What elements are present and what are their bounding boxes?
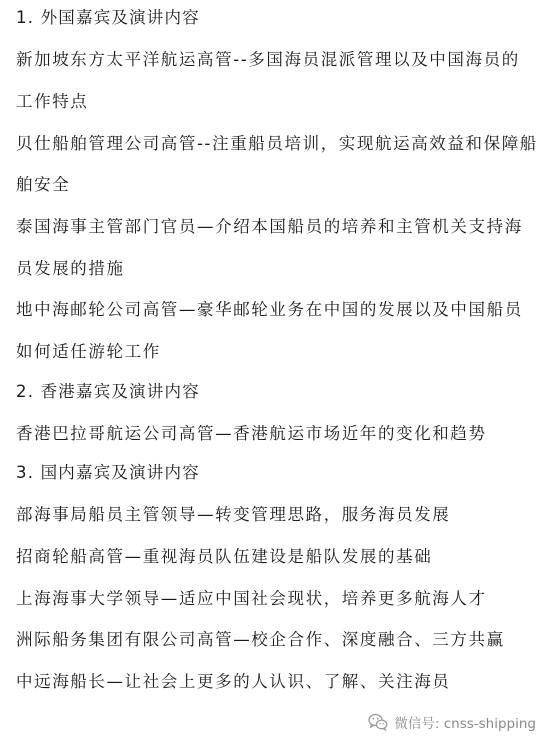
foreign-item-3-line-2: 员发展的措施 (16, 259, 125, 278)
foreign-item-1-line-2: 工作特点 (16, 92, 89, 111)
hongkong-item-1: 香港巴拉哥航运公司高管—香港航运市场近年的变化和趋势 (16, 424, 487, 443)
domestic-item-3: 上海海事大学领导—适应中国社会现状，培养更多航海人才 (16, 589, 487, 608)
foreign-item-3-line-1: 泰国海事主管部门官员—介绍本国船员的培养和主管机关支持海 (16, 217, 523, 236)
foreign-item-4-line-2: 如何适任游轮工作 (16, 342, 161, 361)
foreign-item-2-line-2: 舶安全 (16, 175, 71, 194)
domestic-item-4: 洲际船务集团有限公司高管—校企合作、深度融合、三方共赢 (16, 630, 505, 649)
watermark (368, 711, 536, 733)
watermark-text: 微信号: cnss-shipping (394, 716, 536, 732)
domestic-item-5: 中远海船长—让社会上更多的人认识、了解、关注海员 (16, 672, 451, 691)
domestic-item-1: 部海事局船员主管领导—转变管理思路，服务海员发展 (16, 505, 451, 524)
section-heading-foreign: 1. 外国嘉宾及演讲内容 (16, 8, 200, 27)
foreign-item-4-line-1: 地中海邮轮公司高管—豪华邮轮业务在中国的发展以及中国船员 (16, 300, 523, 319)
section-heading-hongkong: 2. 香港嘉宾及演讲内容 (16, 382, 200, 401)
foreign-item-2-line-1: 贝仕船舶管理公司高管--注重船员培训，实现航运高效益和保障船 (16, 134, 538, 153)
section-heading-domestic: 3. 国内嘉宾及演讲内容 (16, 463, 200, 482)
wechat-icon (368, 713, 388, 731)
domestic-item-2: 招商轮船高管—重视海员队伍建设是船队发展的基础 (16, 547, 433, 566)
foreign-item-1-line-1: 新加坡东方太平洋航运高管--多国海员混派管理以及中国海员的 (16, 50, 520, 69)
